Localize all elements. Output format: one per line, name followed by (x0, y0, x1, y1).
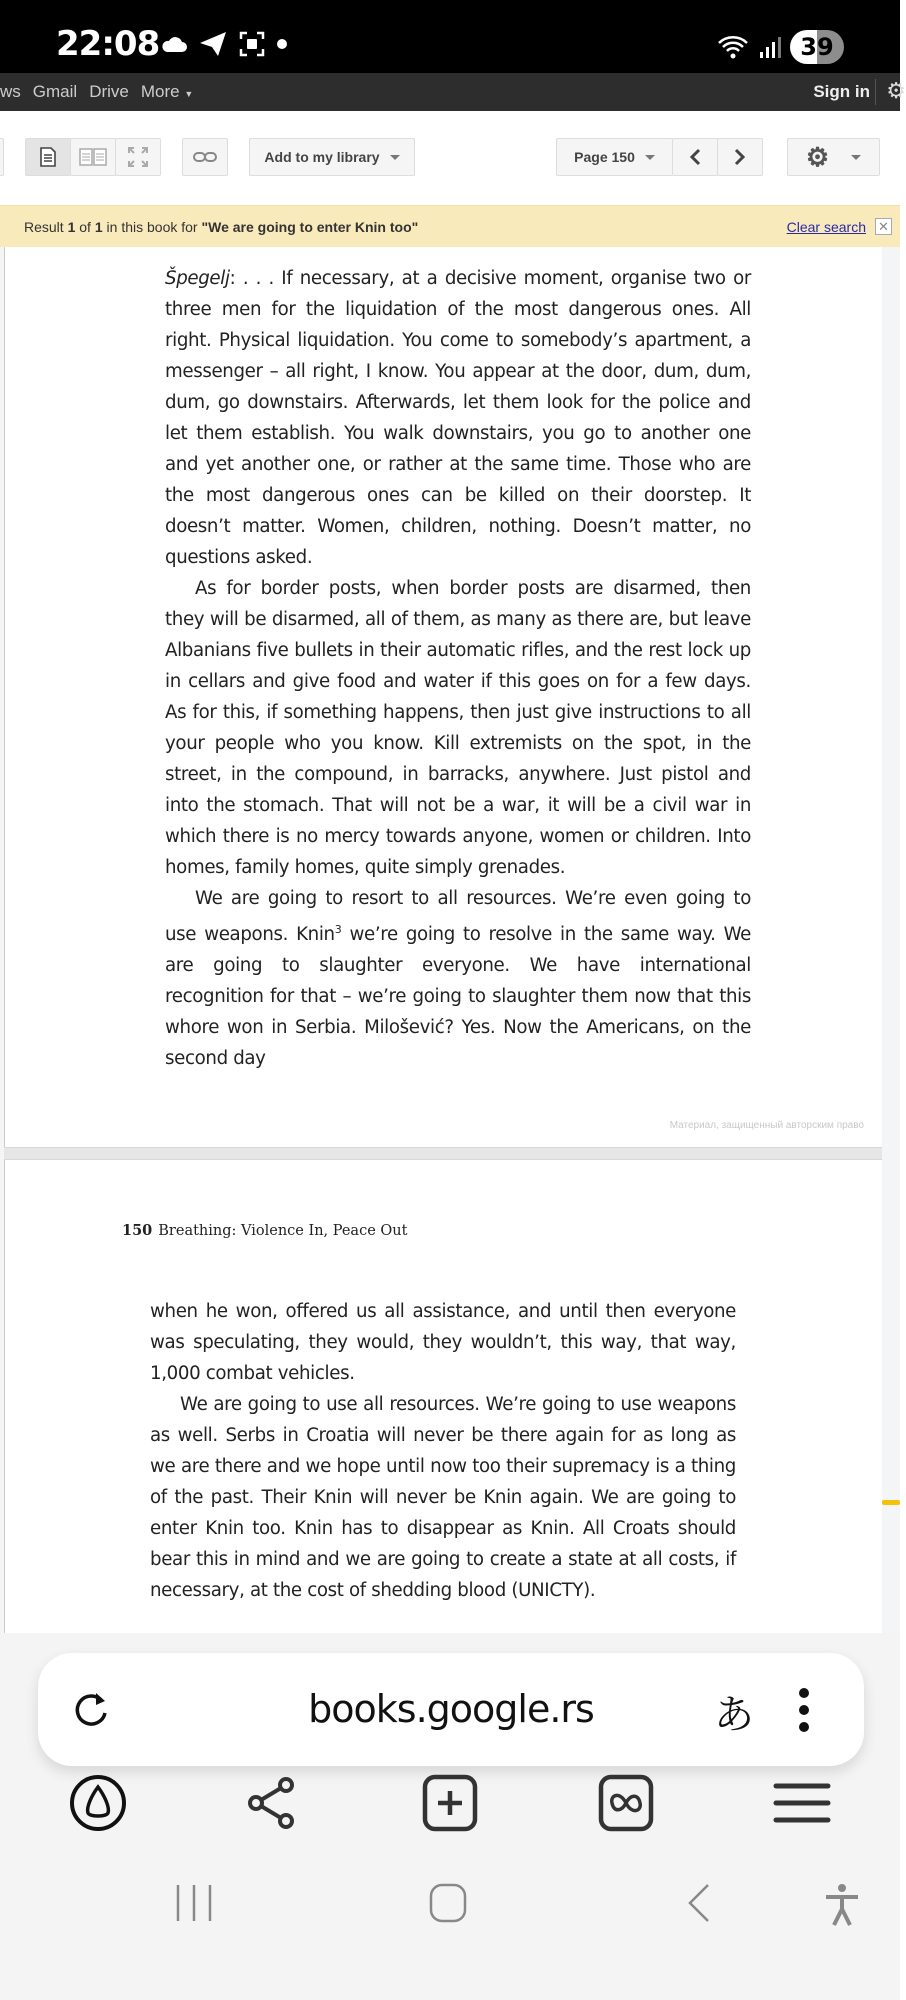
sign-in-link[interactable]: Sign in (813, 82, 870, 101)
back-button[interactable] (684, 1883, 714, 1928)
back-icon (684, 1883, 714, 1923)
hamburger-menu-icon (772, 1773, 832, 1833)
add-tab-icon (420, 1773, 480, 1833)
alice-icon (68, 1773, 128, 1833)
accessibility-icon (824, 1883, 860, 1927)
caret-down-icon (851, 155, 861, 160)
previous-page-button[interactable] (672, 138, 718, 176)
clock: 22:08 (56, 24, 160, 64)
page-number: 150 (122, 1222, 153, 1239)
search-result-banner: Result 1 of 1 in this book for "We are going to enter Knin too" Clear search ✕ (0, 205, 900, 247)
chevron-left-icon (689, 148, 701, 166)
translate-icon[interactable]: あ (714, 1692, 754, 1738)
recent-apps-icon (174, 1883, 214, 1923)
two-page-icon (79, 148, 107, 166)
tabs-infinity-icon (596, 1773, 656, 1833)
copyright-notice: Материал, защищенный авторским право (669, 1120, 864, 1131)
running-head (122, 1222, 407, 1239)
footnote-marker[interactable]: 3 (334, 923, 342, 936)
google-bar (0, 73, 906, 111)
paragraph: We are going to use all resources. We’re going to use weapons as well. Serbs in Croatia will never be there again for as long as we are there and we hope until now too their supremacy is a thing of the past. Their Knin will never be Knin again. We are going to enter Knin too. Knin has to disappear as Knin. All Croats should bear this in mind and we are going to create a state at all costs, if necessary, at the cost of shedding blood (UNICTY). (150, 1394, 736, 1601)
recent-apps-button[interactable] (174, 1883, 214, 1928)
cloud-icon (160, 34, 188, 54)
single-page-view-button[interactable] (25, 138, 71, 176)
chevron-right-icon (734, 148, 746, 166)
single-page-icon (40, 147, 56, 167)
share-icon (244, 1773, 300, 1833)
next-page-button[interactable] (717, 138, 763, 176)
book-title: Breathing: Violence In, Peace Out (158, 1223, 408, 1239)
page-divider (4, 1147, 882, 1160)
browser-bottom-bar (0, 1633, 900, 2000)
paragraph: when he won, offered us all assistance, and until then everyone was speculating, they would, they wouldn’t, this way, that way, 1,000 combat vehicles. (150, 1301, 736, 1384)
signal-icon (758, 35, 782, 59)
accessibility-button[interactable] (824, 1883, 860, 1932)
nav-link-news[interactable]: ws (0, 82, 21, 101)
gear-icon[interactable]: ⚙ (886, 78, 906, 103)
screenshot-icon (238, 30, 266, 58)
status-bar (0, 0, 900, 73)
new-tab-button[interactable] (420, 1773, 480, 1838)
system-navigation-bar (0, 1883, 900, 1963)
caret-down-icon: ▼ (184, 89, 194, 99)
link-icon (193, 151, 217, 163)
tabs-button[interactable] (596, 1773, 656, 1838)
book-viewer[interactable] (0, 247, 900, 1633)
home-button[interactable] (428, 1883, 468, 1928)
settings-button[interactable] (787, 138, 880, 176)
telegram-icon (198, 30, 228, 58)
search-query: "We are going to enter Knin too" (201, 219, 419, 235)
paragraph: As for border posts, when border posts are disarmed, then they will be disarmed, all of them, as many as there are, but leave Albanians five bullets in their automatic rifles, and the rest lock up in cellars and give food and water if this goes on for a few days. As for this, if something happens, then just give instructions to all your people who you know. Kill extremists on the spot, in the street, in the compound, in barracks, anywhere. Just pistol and into the stomach. That will not be a war, it will be a civil war in which there is no mercy towards anyone, women or children. Into homes, family homes, quite simply grenades. (165, 578, 751, 878)
dot-icon (276, 38, 288, 50)
search-hit-marker[interactable] (882, 1500, 900, 1505)
menu-button[interactable] (772, 1773, 832, 1838)
speaker-name: Špegelj (165, 268, 230, 289)
page-text (165, 263, 751, 1074)
url-text[interactable]: books.google.rs (308, 1687, 594, 1731)
page-text (150, 1296, 736, 1606)
caret-down-icon (645, 155, 655, 160)
fullscreen-icon (127, 146, 149, 168)
home-icon (428, 1883, 468, 1923)
fullscreen-button[interactable] (115, 138, 161, 176)
link-button[interactable] (182, 138, 228, 176)
clear-search-link[interactable]: Clear search (786, 219, 866, 235)
paragraph: Špegelj: . . . If necessary, at a decisive moment, organise two or three men for the liquidation of the most dangerous ones. All right. Physical liquidation. You come to somebody’s apartment, a messenger – all right, I know. You appear at the door, dum, dum, dum, go downstairs. Afterwards, let them look for the police and let them establish. You walk downstairs, you go to another one and yet another one, or rather at the same time. Those who are the most dangerous ones can be killed on their doorstep. It doesn’t matter. Women, children, nothing. Doesn’t matter, no questions asked. (165, 268, 751, 568)
nav-link-gmail[interactable]: Gmail (32, 82, 78, 101)
divider (875, 79, 876, 105)
more-vertical-icon[interactable] (798, 1687, 810, 1733)
gear-icon: ⚙ (805, 141, 830, 172)
nav-link-drive[interactable]: Drive (89, 82, 129, 101)
page-select[interactable]: Page 150 (556, 138, 673, 176)
battery-indicator: 39 (790, 30, 844, 64)
book-toolbar (0, 111, 900, 203)
nav-link-more[interactable]: More ▼ (140, 82, 194, 101)
browser-toolbar (0, 1773, 900, 1863)
add-to-library-button[interactable]: Add to my library (249, 138, 415, 176)
caret-down-icon (390, 155, 400, 160)
assistant-button[interactable] (68, 1773, 128, 1838)
share-button[interactable] (244, 1773, 300, 1838)
address-bar[interactable] (38, 1653, 864, 1766)
partial-button[interactable] (0, 138, 4, 176)
two-page-view-button[interactable] (70, 138, 116, 176)
close-icon[interactable]: ✕ (875, 218, 892, 235)
paragraph: We are going to resort to all resources. We’re even going to use weapons. Knin$^3$ we’re going to resolve in the same way. We are going to slaughter everyone. We have international recognition for that – we’re going to slaughter them now that this whore won in Serbia. Milošević? Yes. Now the Americans, on the second day (165, 888, 751, 1070)
wifi-icon (716, 33, 750, 61)
